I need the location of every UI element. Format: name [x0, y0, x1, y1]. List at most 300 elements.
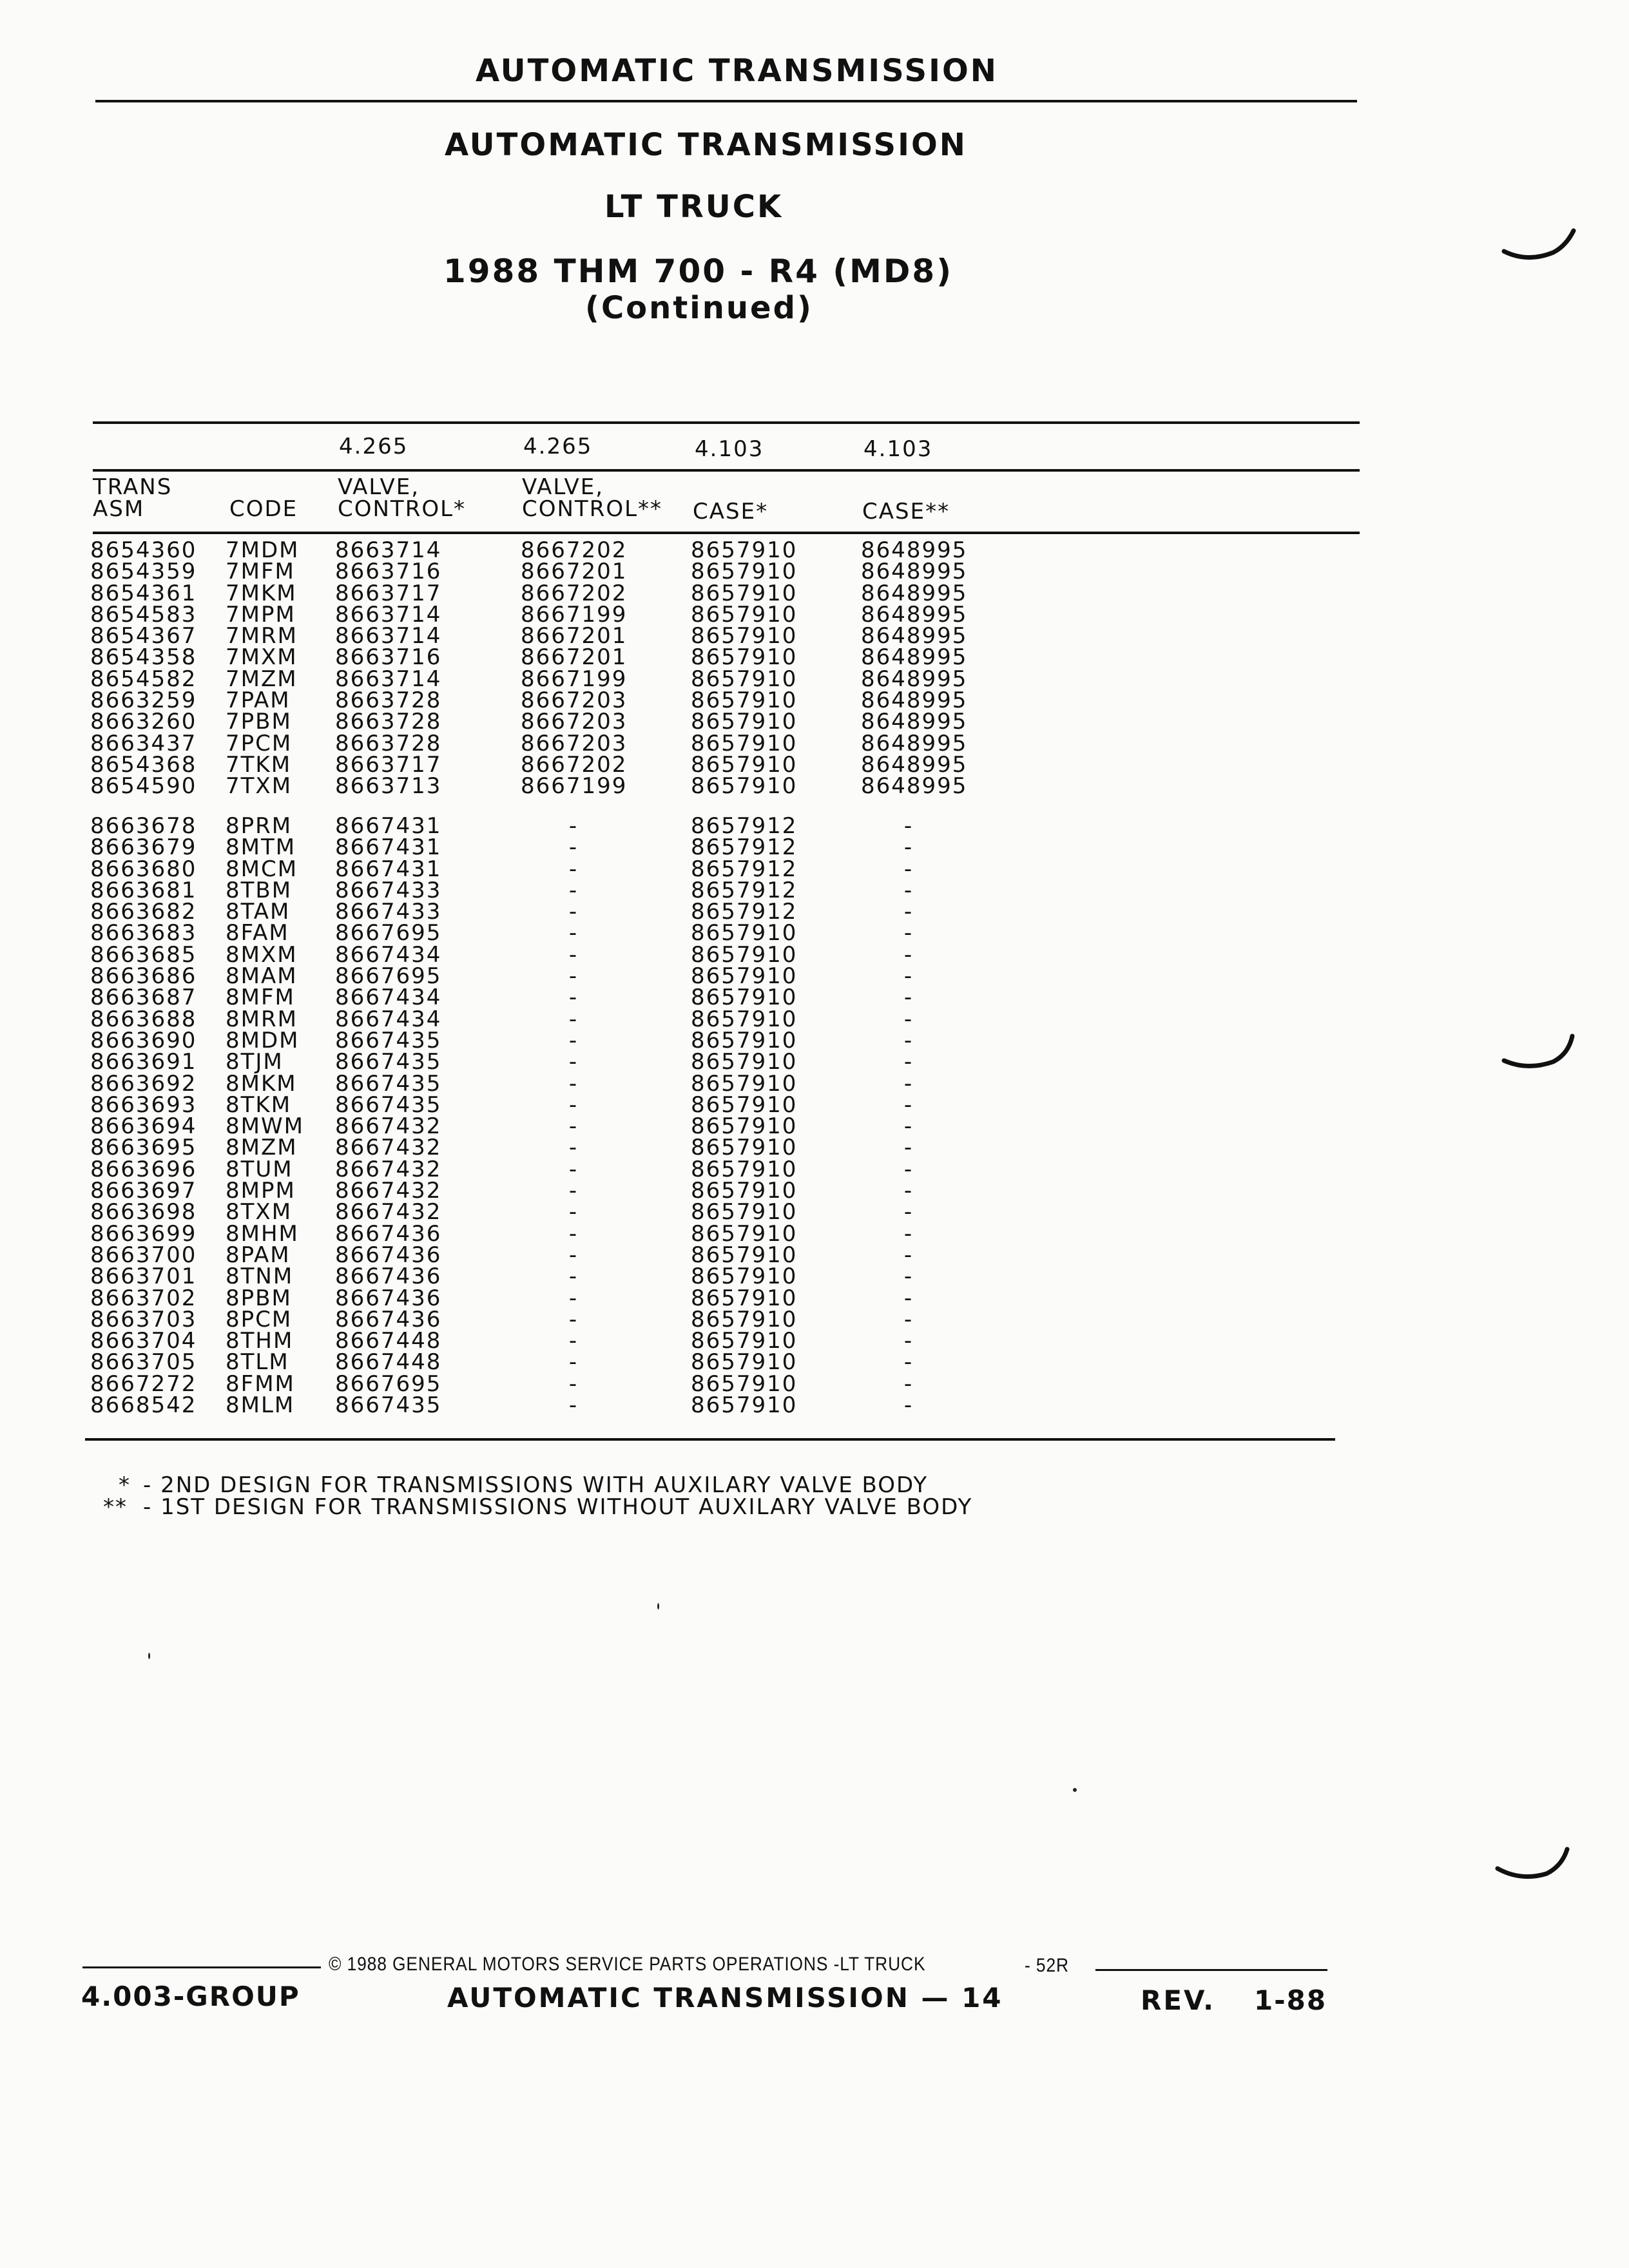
cell-valve-control-1: 8663717: [335, 751, 442, 778]
cell-valve-control-2: 8667202: [521, 580, 628, 606]
table-row: [0, 537, 1629, 563]
cell-valve-control-2: -: [568, 1178, 579, 1204]
cell-case-2: -: [903, 941, 914, 968]
cell-case-2: 8648995: [861, 601, 968, 628]
cell-valve-control-2: -: [568, 1199, 579, 1225]
table-top-rule: [93, 421, 1360, 424]
cell-valve-control-2: -: [568, 1156, 579, 1182]
cell-case-1: 8657910: [691, 1113, 798, 1140]
cell-valve-control-1: 8667436: [335, 1242, 442, 1268]
cell-case-1: 8657910: [691, 580, 798, 606]
cell-code: 8TKM: [226, 1091, 292, 1118]
cell-valve-control-2: 8667201: [521, 559, 628, 585]
binder-mark-top: [1501, 226, 1579, 264]
table-body-1989-block: [0, 813, 1629, 1419]
cell-case-2: 8648995: [861, 773, 968, 800]
table-row: [0, 730, 1629, 756]
cell-trans-asm: 8663704: [90, 1328, 197, 1354]
cell-case-1: 8657910: [691, 941, 798, 968]
cell-case-1: 8657910: [691, 1242, 798, 1268]
cell-valve-control-1: 8667436: [335, 1220, 442, 1247]
cell-trans-asm: 8663698: [90, 1199, 197, 1225]
cell-code: 8MKM: [226, 1070, 297, 1097]
cell-case-2: -: [903, 1006, 914, 1032]
cell-valve-control-1: 8667432: [335, 1199, 442, 1225]
cell-code: 8TJM: [226, 1049, 284, 1075]
cell-case-2: 8648995: [861, 730, 968, 756]
header-valve-control-1b: CONTROL*: [338, 496, 467, 522]
cell-case-2: -: [903, 1220, 914, 1247]
cell-valve-control-1: 8663714: [335, 537, 442, 563]
cell-code: 8TAM: [226, 899, 291, 925]
cell-valve-control-1: 8663717: [335, 580, 442, 606]
running-header: AUTOMATIC TRANSMISSION: [476, 53, 998, 89]
footer-rev-value: 1-88: [1254, 1984, 1327, 2016]
cell-case-1: 8657910: [691, 1306, 798, 1332]
table-row: [0, 1306, 1629, 1332]
cell-valve-control-2: 8667202: [521, 537, 628, 563]
cell-valve-control-2: -: [568, 1006, 579, 1032]
cell-case-2: 8648995: [861, 559, 968, 585]
cell-trans-asm: 8663694: [90, 1113, 197, 1140]
cell-valve-control-2: -: [568, 1049, 579, 1075]
cell-valve-control-2: 8667203: [521, 687, 628, 714]
cell-code: 8MAM: [226, 963, 298, 990]
cell-code: 7TXM: [226, 773, 293, 800]
cell-valve-control-1: 8663713: [335, 773, 442, 800]
footer-copyright: © 1988 GENERAL MOTORS SERVICE PARTS OPERATIONS -LT TRUCK: [329, 1954, 926, 1975]
cell-code: 7PCM: [226, 730, 293, 756]
cell-valve-control-2: -: [568, 963, 579, 990]
cell-valve-control-1: 8667434: [335, 1006, 442, 1032]
cell-code: 8THM: [226, 1328, 294, 1354]
cell-case-2: -: [903, 899, 914, 925]
cell-case-2: -: [903, 834, 914, 861]
cell-valve-control-2: 8667199: [521, 666, 628, 692]
cell-trans-asm: 8654583: [90, 601, 197, 628]
cell-case-1: 8657910: [691, 1328, 798, 1354]
cell-code: 7MFM: [226, 559, 295, 585]
cell-case-1: 8657910: [691, 1220, 798, 1247]
table-row: [0, 623, 1629, 649]
cell-valve-control-1: 8667695: [335, 920, 442, 947]
header-valve-control-2b: CONTROL**: [522, 496, 663, 522]
cell-case-2: -: [903, 985, 914, 1011]
cell-code: 8MHM: [226, 1220, 299, 1247]
cell-trans-asm: 8654360: [90, 537, 197, 563]
table-row: [0, 601, 1629, 628]
cell-trans-asm: 8663678: [90, 813, 197, 839]
table-row: [0, 941, 1629, 968]
cell-case-2: -: [903, 877, 914, 903]
table-row: [0, 1349, 1629, 1376]
table-body-1988-block: [0, 537, 1629, 800]
table-row: [0, 1328, 1629, 1354]
cell-case-1: 8657910: [691, 920, 798, 947]
cell-valve-control-2: 8667199: [521, 773, 628, 800]
cell-code: 8MCM: [226, 856, 298, 882]
cell-code: 8TNM: [226, 1264, 294, 1290]
cell-case-1: 8657910: [691, 730, 798, 756]
footnote-1-mark: *: [119, 1472, 131, 1498]
cell-case-2: -: [903, 1370, 914, 1397]
footer-rule-left: [82, 1966, 321, 1968]
cell-case-1: 8657912: [691, 834, 798, 861]
cell-valve-control-1: 8667436: [335, 1306, 442, 1332]
cell-case-2: -: [903, 1049, 914, 1075]
cell-valve-control-2: -: [568, 1070, 579, 1097]
cell-code: 8MXM: [226, 941, 298, 968]
cell-trans-asm: 8654582: [90, 666, 197, 692]
page-subtitle-continued: (Continued): [585, 290, 813, 326]
page-title: AUTOMATIC TRANSMISSION: [445, 127, 967, 163]
cell-case-2: -: [903, 1113, 914, 1140]
header-code: CODE: [229, 496, 298, 522]
cell-case-2: -: [903, 1199, 914, 1225]
cell-code: 8FAM: [226, 920, 289, 947]
cell-case-2: -: [903, 1306, 914, 1332]
header-valve-control-1a: VALVE,: [338, 474, 420, 500]
cell-case-1: 8657910: [691, 1392, 798, 1419]
table-bottom-rule: [85, 1438, 1335, 1441]
cell-case-2: -: [903, 1392, 914, 1419]
table-row: [0, 1220, 1629, 1247]
table-row: [0, 877, 1629, 903]
table-row: [0, 963, 1629, 990]
cell-trans-asm: 8668542: [90, 1392, 197, 1419]
cell-valve-control-2: -: [568, 877, 579, 903]
cell-case-2: -: [903, 1328, 914, 1354]
cell-valve-control-2: -: [568, 856, 579, 882]
cell-code: 7MRM: [226, 623, 298, 649]
cell-trans-asm: 8663696: [90, 1156, 197, 1182]
cell-case-1: 8657910: [691, 1264, 798, 1290]
cell-valve-control-1: 8663716: [335, 559, 442, 585]
cell-case-1: 8657910: [691, 537, 798, 563]
cell-case-2: 8648995: [861, 644, 968, 671]
table-row: [0, 580, 1629, 606]
cell-trans-asm: 8663703: [90, 1306, 197, 1332]
cell-valve-control-1: 8667695: [335, 963, 442, 990]
cell-valve-control-2: -: [568, 899, 579, 925]
cell-valve-control-1: 8667432: [335, 1113, 442, 1140]
cell-trans-asm: 8663685: [90, 941, 197, 968]
binder-mark-bottom: [1495, 1843, 1572, 1888]
table-row: [0, 711, 1629, 733]
table-row: [0, 773, 1629, 800]
scan-speck: [657, 1603, 659, 1610]
cell-valve-control-2: 8667199: [521, 601, 628, 628]
binder-mark-middle: [1501, 1031, 1579, 1076]
cell-case-1: 8657910: [691, 1135, 798, 1161]
cell-trans-asm: 8663688: [90, 1006, 197, 1032]
table-row: [0, 985, 1629, 1011]
group-number-rule: [93, 469, 1360, 472]
cell-code: 8MFM: [226, 985, 295, 1011]
cell-trans-asm: 8663687: [90, 985, 197, 1011]
cell-code: 8PCM: [226, 1306, 293, 1332]
table-row: [0, 856, 1629, 882]
cell-trans-asm: 8654367: [90, 623, 197, 649]
cell-case-1: 8657910: [691, 1049, 798, 1075]
cell-valve-control-1: 8667433: [335, 877, 442, 903]
cell-case-2: -: [903, 813, 914, 839]
cell-valve-control-1: 8663714: [335, 666, 442, 692]
group-number-case-1: 4.103: [695, 436, 764, 462]
table-row: [0, 1049, 1629, 1075]
header-trans-asm-1: TRANS: [93, 474, 173, 500]
cell-case-2: -: [903, 1135, 914, 1161]
cell-case-1: 8657912: [691, 856, 798, 882]
header-valve-control-2a: VALVE,: [522, 474, 604, 500]
cell-valve-control-1: 8667432: [335, 1135, 442, 1161]
cell-trans-asm: 8663690: [90, 1027, 197, 1053]
cell-valve-control-1: 8667431: [335, 834, 442, 861]
table-row: [0, 1180, 1629, 1202]
cell-valve-control-1: 8663714: [335, 601, 442, 628]
cell-valve-control-1: 8667432: [335, 1178, 442, 1204]
group-number-case-2: 4.103: [863, 436, 933, 462]
cell-trans-asm: 8663437: [90, 730, 197, 756]
cell-case-2: 8648995: [861, 623, 968, 649]
cell-code: 8FMM: [226, 1370, 295, 1397]
cell-valve-control-2: -: [568, 1220, 579, 1247]
cell-case-2: 8648995: [861, 751, 968, 778]
cell-case-1: 8657910: [691, 709, 798, 735]
cell-case-1: 8657910: [691, 1006, 798, 1032]
cell-code: 8TUM: [226, 1156, 293, 1182]
cell-case-2: -: [903, 1027, 914, 1053]
page-subtitle-vehicle: LT TRUCK: [604, 189, 784, 225]
cell-code: 7PAM: [226, 687, 291, 714]
cell-case-1: 8657910: [691, 666, 798, 692]
cell-valve-control-2: -: [568, 920, 579, 947]
cell-case-2: 8648995: [861, 580, 968, 606]
table-row: [0, 1006, 1629, 1032]
table-row: [0, 559, 1629, 585]
cell-trans-asm: 8663681: [90, 877, 197, 903]
cell-case-2: -: [903, 1242, 914, 1268]
header-rule: [95, 100, 1357, 102]
table-row: [0, 1091, 1629, 1118]
cell-valve-control-1: 8667432: [335, 1156, 442, 1182]
cell-case-1: 8657910: [691, 1070, 798, 1097]
cell-valve-control-1: 8667435: [335, 1070, 442, 1097]
page-subtitle-model: 1988 THM 700 - R4 (MD8): [443, 253, 954, 290]
cell-case-1: 8657910: [691, 623, 798, 649]
cell-code: 7MZM: [226, 666, 298, 692]
footer-section: AUTOMATIC TRANSMISSION — 14: [447, 1982, 1003, 2013]
footer-page-code: - 52R: [1025, 1955, 1069, 1976]
cell-code: 8MZM: [226, 1135, 298, 1161]
cell-code: 8MLM: [226, 1392, 295, 1419]
cell-trans-asm: 8663702: [90, 1285, 197, 1311]
cell-trans-asm: 8663697: [90, 1178, 197, 1204]
cell-trans-asm: 8654361: [90, 580, 197, 606]
footer-group: 4.003-GROUP: [81, 1981, 300, 2012]
cell-code: 8PRM: [226, 813, 293, 839]
table-row: [0, 813, 1629, 839]
cell-valve-control-1: 8667448: [335, 1328, 442, 1354]
table-row: [0, 687, 1629, 714]
table-row: [0, 1156, 1629, 1182]
cell-case-1: 8657910: [691, 601, 798, 628]
cell-code: 8PBM: [226, 1285, 292, 1311]
footer-rule-right: [1095, 1969, 1327, 1971]
cell-trans-asm: 8663693: [90, 1091, 197, 1118]
cell-case-1: 8657912: [691, 877, 798, 903]
cell-code: 8MDM: [226, 1027, 300, 1053]
cell-trans-asm: 8663701: [90, 1264, 197, 1290]
cell-case-1: 8657910: [691, 1285, 798, 1311]
cell-valve-control-2: -: [568, 813, 579, 839]
cell-trans-asm: 8663692: [90, 1070, 197, 1097]
table-row: [0, 1392, 1629, 1419]
cell-valve-control-2: -: [568, 1349, 579, 1376]
cell-valve-control-2: -: [568, 1285, 579, 1311]
footer-rev-label: REV.: [1141, 1984, 1216, 2016]
table-row: [0, 644, 1629, 671]
table-row: [0, 1070, 1629, 1097]
cell-valve-control-2: -: [568, 1392, 579, 1419]
cell-valve-control-1: 8663716: [335, 644, 442, 671]
cell-code: 8TXM: [226, 1199, 293, 1225]
cell-valve-control-2: -: [568, 941, 579, 968]
cell-case-1: 8657910: [691, 1349, 798, 1376]
cell-code: 8MTM: [226, 834, 296, 861]
cell-valve-control-1: 8667435: [335, 1049, 442, 1075]
column-header-rule: [93, 532, 1360, 534]
table-row: [0, 920, 1629, 947]
cell-code: 7TKM: [226, 751, 292, 778]
cell-code: 8MPM: [226, 1178, 296, 1204]
table-row: [0, 1199, 1629, 1225]
cell-trans-asm: 8654358: [90, 644, 197, 671]
cell-valve-control-2: 8667201: [521, 623, 628, 649]
group-number-valve-control-1: 4.265: [339, 434, 409, 459]
cell-valve-control-1: 8667436: [335, 1285, 442, 1311]
cell-valve-control-2: -: [568, 1264, 579, 1290]
header-trans-asm-2: ASM: [93, 496, 145, 522]
cell-trans-asm: 8654590: [90, 773, 197, 800]
cell-case-2: -: [903, 1070, 914, 1097]
table-row: [0, 1135, 1629, 1161]
cell-code: 7MPM: [226, 601, 296, 628]
footnote-2-mark: **: [103, 1494, 128, 1520]
cell-case-2: -: [903, 1091, 914, 1118]
table-row: [0, 901, 1629, 923]
cell-code: 8PAM: [226, 1242, 291, 1268]
cell-valve-control-2: -: [568, 1306, 579, 1332]
table-row: [0, 1027, 1629, 1053]
scan-speck: [1073, 1788, 1077, 1792]
footnote-2-text: - 1ST DESIGN FOR TRANSMISSIONS WITHOUT AUXILARY VALVE BODY: [143, 1494, 973, 1520]
table-row: [0, 1242, 1629, 1268]
cell-code: 8MRM: [226, 1006, 298, 1032]
cell-trans-asm: 8663682: [90, 899, 197, 925]
cell-case-1: 8657910: [691, 1091, 798, 1118]
cell-trans-asm: 8663679: [90, 834, 197, 861]
cell-valve-control-2: -: [568, 1242, 579, 1268]
cell-code: 7MXM: [226, 644, 298, 671]
header-case-2: CASE**: [862, 499, 950, 524]
cell-trans-asm: 8663680: [90, 856, 197, 882]
cell-code: 8MWM: [226, 1113, 304, 1140]
scan-speck: [148, 1653, 150, 1659]
cell-case-2: -: [903, 1349, 914, 1376]
cell-case-1: 8657910: [691, 773, 798, 800]
cell-valve-control-2: -: [568, 1091, 579, 1118]
footnote-1-text: - 2ND DESIGN FOR TRANSMISSIONS WITH AUXILARY VALVE BODY: [143, 1472, 929, 1498]
group-number-valve-control-2: 4.265: [523, 434, 593, 459]
cell-valve-control-2: -: [568, 1370, 579, 1397]
cell-valve-control-2: -: [568, 985, 579, 1011]
cell-valve-control-1: 8667436: [335, 1264, 442, 1290]
cell-case-1: 8657910: [691, 963, 798, 990]
cell-case-2: -: [903, 1285, 914, 1311]
cell-case-1: 8657910: [691, 687, 798, 714]
cell-case-1: 8657910: [691, 1370, 798, 1397]
table-row: [0, 1113, 1629, 1140]
cell-case-1: 8657910: [691, 985, 798, 1011]
cell-code: 8TBM: [226, 877, 293, 903]
table-row: [0, 666, 1629, 692]
cell-trans-asm: 8663259: [90, 687, 197, 714]
cell-case-1: 8657910: [691, 1199, 798, 1225]
cell-code: 7MDM: [226, 537, 300, 563]
cell-valve-control-2: 8667203: [521, 709, 628, 735]
cell-valve-control-2: -: [568, 1027, 579, 1053]
cell-valve-control-2: 8667203: [521, 730, 628, 756]
cell-trans-asm: 8663686: [90, 963, 197, 990]
cell-trans-asm: 8663260: [90, 709, 197, 735]
cell-case-2: 8648995: [861, 537, 968, 563]
cell-valve-control-1: 8667435: [335, 1027, 442, 1053]
cell-trans-asm: 8663700: [90, 1242, 197, 1268]
cell-valve-control-1: 8667434: [335, 941, 442, 968]
cell-trans-asm: 8654368: [90, 751, 197, 778]
cell-valve-control-1: 8667435: [335, 1392, 442, 1419]
cell-case-1: 8657910: [691, 1178, 798, 1204]
cell-valve-control-1: 8667434: [335, 985, 442, 1011]
cell-trans-asm: 8663683: [90, 920, 197, 947]
cell-valve-control-1: 8667433: [335, 899, 442, 925]
cell-valve-control-1: 8663728: [335, 687, 442, 714]
cell-case-2: -: [903, 856, 914, 882]
header-case-1: CASE*: [693, 499, 769, 524]
cell-case-1: 8657912: [691, 813, 798, 839]
cell-valve-control-1: 8663728: [335, 709, 442, 735]
cell-case-2: -: [903, 920, 914, 947]
cell-case-1: 8657910: [691, 1156, 798, 1182]
cell-trans-asm: 8654359: [90, 559, 197, 585]
cell-valve-control-1: 8663728: [335, 730, 442, 756]
cell-valve-control-1: 8667448: [335, 1349, 442, 1376]
cell-trans-asm: 8667272: [90, 1370, 197, 1397]
cell-trans-asm: 8663699: [90, 1220, 197, 1247]
cell-case-2: -: [903, 1156, 914, 1182]
cell-code: 7PBM: [226, 709, 292, 735]
cell-valve-control-2: 8667201: [521, 644, 628, 671]
cell-case-1: 8657912: [691, 899, 798, 925]
cell-valve-control-1: 8667695: [335, 1370, 442, 1397]
table-row: [0, 1264, 1629, 1290]
table-row: [0, 834, 1629, 861]
cell-trans-asm: 8663695: [90, 1135, 197, 1161]
cell-case-2: 8648995: [861, 666, 968, 692]
cell-case-2: 8648995: [861, 709, 968, 735]
cell-valve-control-1: 8667435: [335, 1091, 442, 1118]
